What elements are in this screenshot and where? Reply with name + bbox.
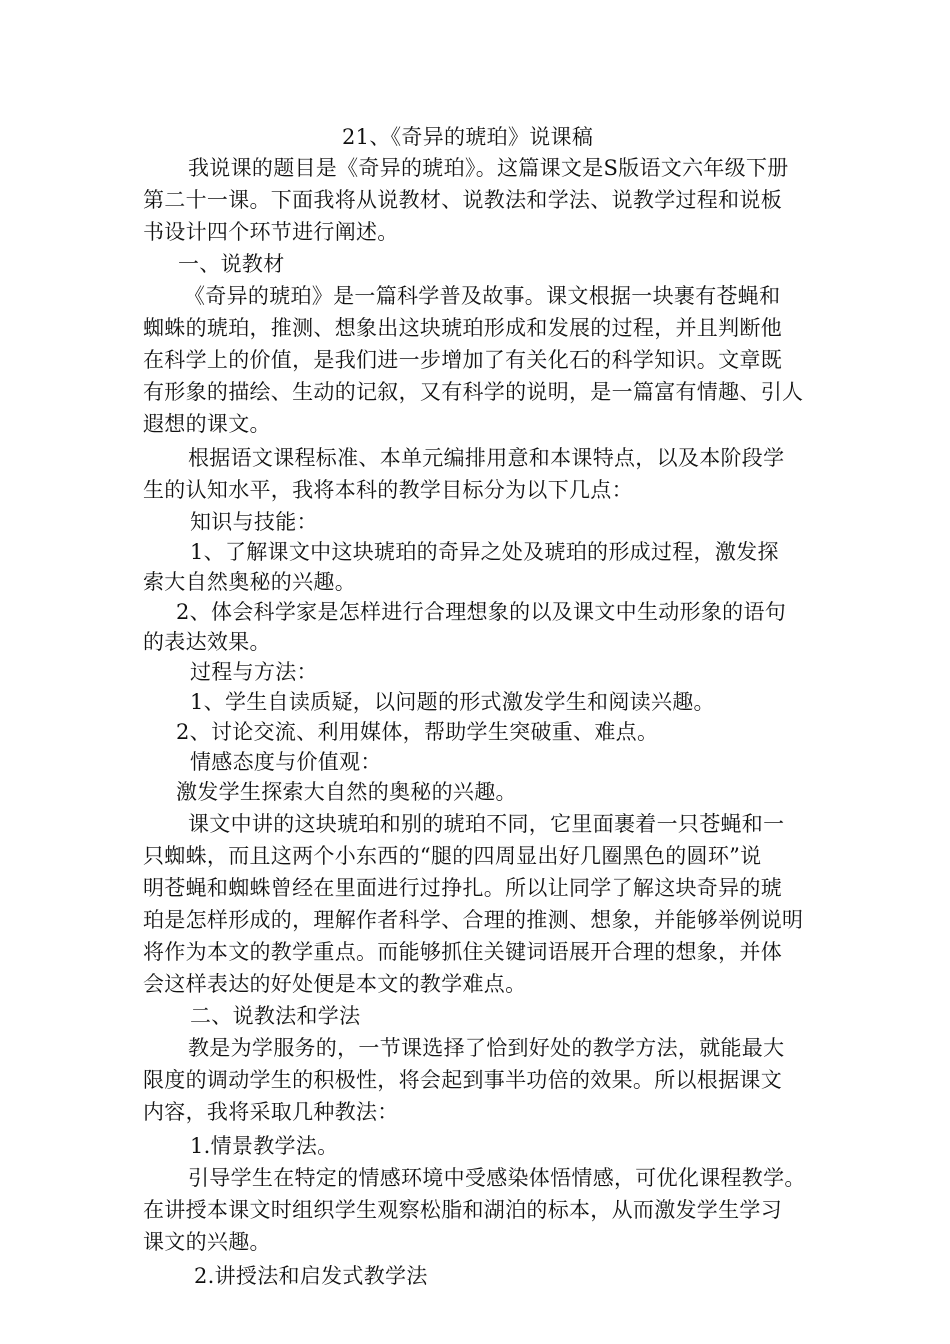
paragraph-line: 书设计四个环节进行阐述。	[143, 220, 399, 244]
list-item: 2、体会科学家是怎样进行合理想象的以及课文中生动形象的语句	[176, 600, 787, 624]
paragraph-line: 明苍蝇和蜘蛛曾经在里面进行过挣扎。所以让同学了解这块奇异的琥	[143, 876, 782, 900]
paragraph-line: 限度的调动学生的积极性，将会起到事半功倍的效果。所以根据课文	[143, 1068, 782, 1092]
paragraph-line: 我说课的题目是《奇异的琥珀》。这篇课文是S版语文六年级下册	[188, 156, 789, 180]
list-item: 1、学生自读质疑，以问题的形式激发学生和阅读兴趣。	[190, 690, 715, 714]
list-item: 2、讨论交流、利用媒体，帮助学生突破重、难点。	[176, 720, 659, 744]
list-item: 1、了解课文中这块琥珀的奇异之处及琥珀的形成过程，激发探	[190, 540, 779, 564]
subheading: 过程与方法：	[190, 660, 318, 684]
section-heading: 一、说教材	[178, 252, 285, 276]
paragraph-line: 珀是怎样形成的，理解作者科学、合理的推测、想象，并能够举例说明	[143, 908, 804, 932]
paragraph-line: 引导学生在特定的情感环境中受感染体悟情感，可优化课程教学。	[188, 1166, 806, 1190]
paragraph-line: 内容，我将采取几种教法：	[143, 1100, 399, 1124]
paragraph-line: 将作为本文的教学重点。而能够抓住关键词语展开合理的想象，并体	[143, 940, 782, 964]
paragraph-line: 生的认知水平，我将本科的教学目标分为以下几点：	[143, 478, 633, 502]
paragraph-line: 根据语文课程标准、本单元编排用意和本课特点，以及本阶段学	[188, 446, 785, 470]
subheading: 知识与技能：	[190, 510, 318, 534]
list-item: 1.情景教学法。	[190, 1134, 339, 1158]
paragraph-line: 索大自然奥秘的兴趣。	[143, 570, 356, 594]
paragraph-line: 会这样表达的好处便是本文的教学难点。	[143, 972, 527, 996]
paragraph-line: 教是为学服务的，一节课选择了恰到好处的教学方法，就能最大	[188, 1036, 785, 1060]
paragraph-line: 蜘蛛的琥珀，推测、想象出这块琥珀形成和发展的过程，并且判断他	[143, 316, 782, 340]
paragraph-line: 激发学生探索大自然的奥秘的兴趣。	[176, 780, 517, 804]
document-title: 21、《奇异的琥珀》说课稿	[342, 125, 594, 149]
paragraph-line: 只蜘蛛，而且这两个小东西的“腿的四周显出好几圈黑色的圆环”说	[143, 844, 762, 868]
paragraph-line: 的表达效果。	[143, 630, 271, 654]
paragraph-line: 《奇异的琥珀》是一篇科学普及故事。课文根据一块裹有苍蝇和	[184, 284, 781, 308]
subheading: 情感态度与价值观：	[190, 750, 382, 774]
paragraph-line: 在科学上的价值，是我们进一步增加了有关化石的科学知识。文章既	[143, 348, 782, 372]
paragraph-line: 课文中讲的这块琥珀和别的琥珀不同，它里面裹着一只苍蝇和一	[188, 812, 785, 836]
paragraph-line: 第二十一课。下面我将从说教材、说教法和学法、说教学过程和说板	[143, 188, 782, 212]
list-item: 2.讲授法和启发式教学法	[194, 1264, 428, 1288]
paragraph-line: 在讲授本课文时组织学生观察松脂和湖泊的标本，从而激发学生学习	[143, 1198, 782, 1222]
paragraph-line: 有形象的描绘、生动的记叙，又有科学的说明，是一篇富有情趣、引人	[143, 380, 804, 404]
section-heading: 二、说教法和学法	[190, 1004, 361, 1028]
paragraph-line: 遐想的课文。	[143, 412, 271, 436]
paragraph-line: 课文的兴趣。	[143, 1230, 271, 1254]
